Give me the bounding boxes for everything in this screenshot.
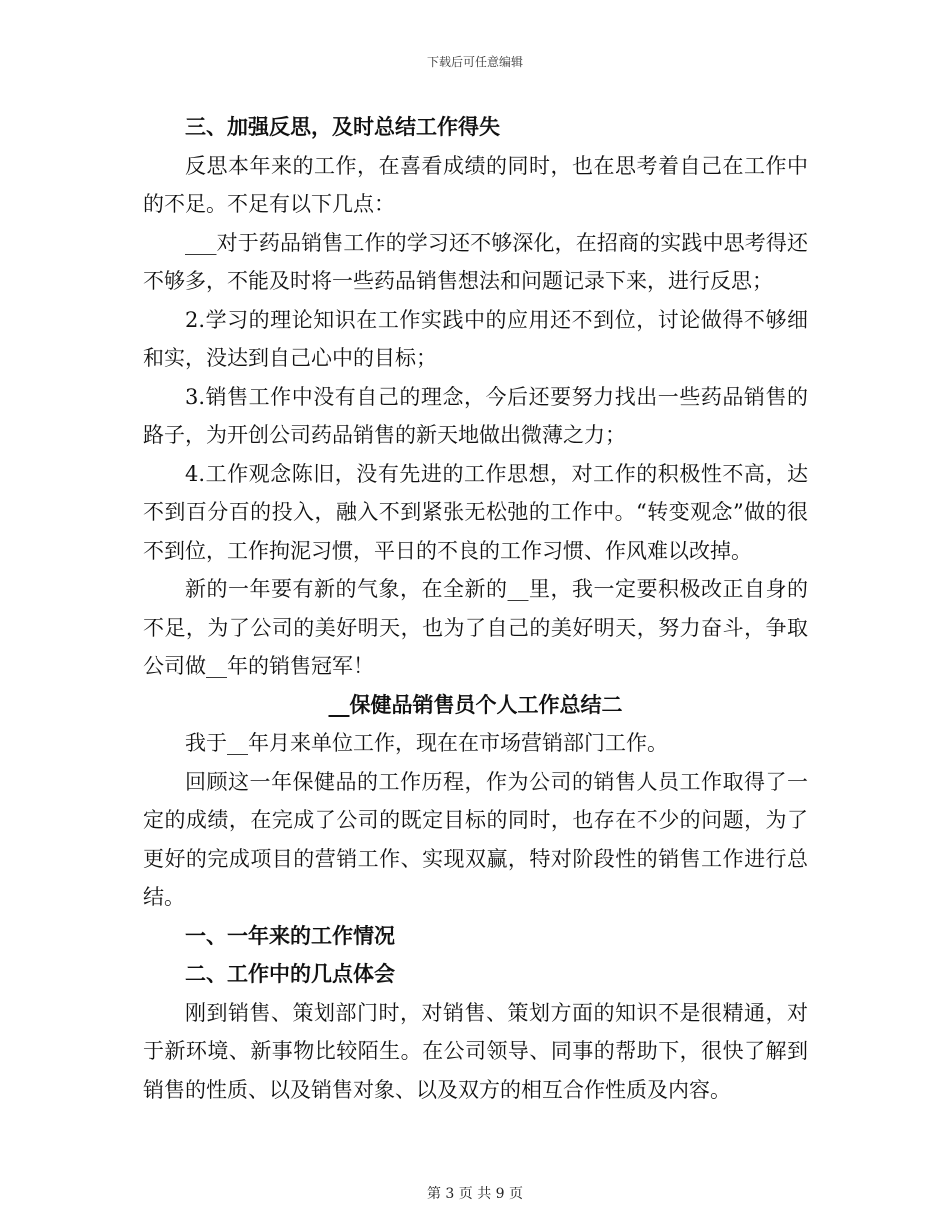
page-header-note: 下载后可任意编辑 — [426, 55, 523, 69]
paragraph-new-year: 新的一年要有新的气象，在全新的__里，我一定要积极改正自身的不足，为了公司的美好明天，也为了自己的美好明天，努力奋斗，争取公司做__年的销售冠军！ — [143, 577, 808, 678]
paragraph-intro: 我于__年月来单位工作，现在在市场营销部门工作。 — [185, 731, 668, 755]
list-item-1: ___对于药品销售工作的学习还不够深化，在招商的实践中思考得还不够多，不能及时将一些药品销售想法和问题记录下来，进行反思； — [143, 230, 808, 293]
page-number: 第 3 页 共 9 页 — [426, 1186, 524, 1202]
paragraph-reflection: 反思本年来的工作，在喜看成绩的同时，也在思考着自己在工作中的不足。不足有以下几点： — [143, 153, 808, 216]
section-heading-1: 一、一年来的工作情况 — [185, 922, 395, 948]
list-item-2: 2.学习的理论知识在工作实践中的应用还不到位，讨论做得不够细和实，没达到自己心中的目标； — [143, 307, 808, 370]
paragraph-experience: 刚到销售、策划部门时，对销售、策划方面的知识不是很精通，对于新环境、新事物比较陌生。在公司领导、同事的帮助下，很快了解到销售的性质、以及销售对象、以及双方的相互合作性质及内容。 — [143, 1000, 808, 1102]
document-title-2: __保健品销售员个人工作总结二 — [328, 691, 623, 717]
paragraph-review: 回顾这一年保健品的工作历程，作为公司的销售人员工作取得了一定的成绩，在完成了公司的既定目标的同时，也存在不少的问题，为了更好的完成项目的营销工作、实现双赢，特对阶段性的销售工作进行总结。 — [143, 769, 808, 909]
list-item-4: 4.工作观念陈旧，没有先进的工作思想，对工作的积极性不高，达不到百分百的投入，融入不到紧张无松弛的工作中。“转变观念”做的很不到位，工作拘泥习惯，平日的不良的工作习惯、作风难以改掉。 — [143, 461, 808, 563]
list-item-3: 3.销售工作中没有自己的理念，今后还要努力找出一些药品销售的路子，为开创公司药品销售的新天地做出微薄之力； — [143, 384, 808, 447]
section-heading-3: 三、加强反思，及时总结工作得失 — [185, 114, 500, 139]
document-body — [143, 108, 808, 1109]
section-heading-2: 二、工作中的几点体会 — [185, 961, 395, 986]
